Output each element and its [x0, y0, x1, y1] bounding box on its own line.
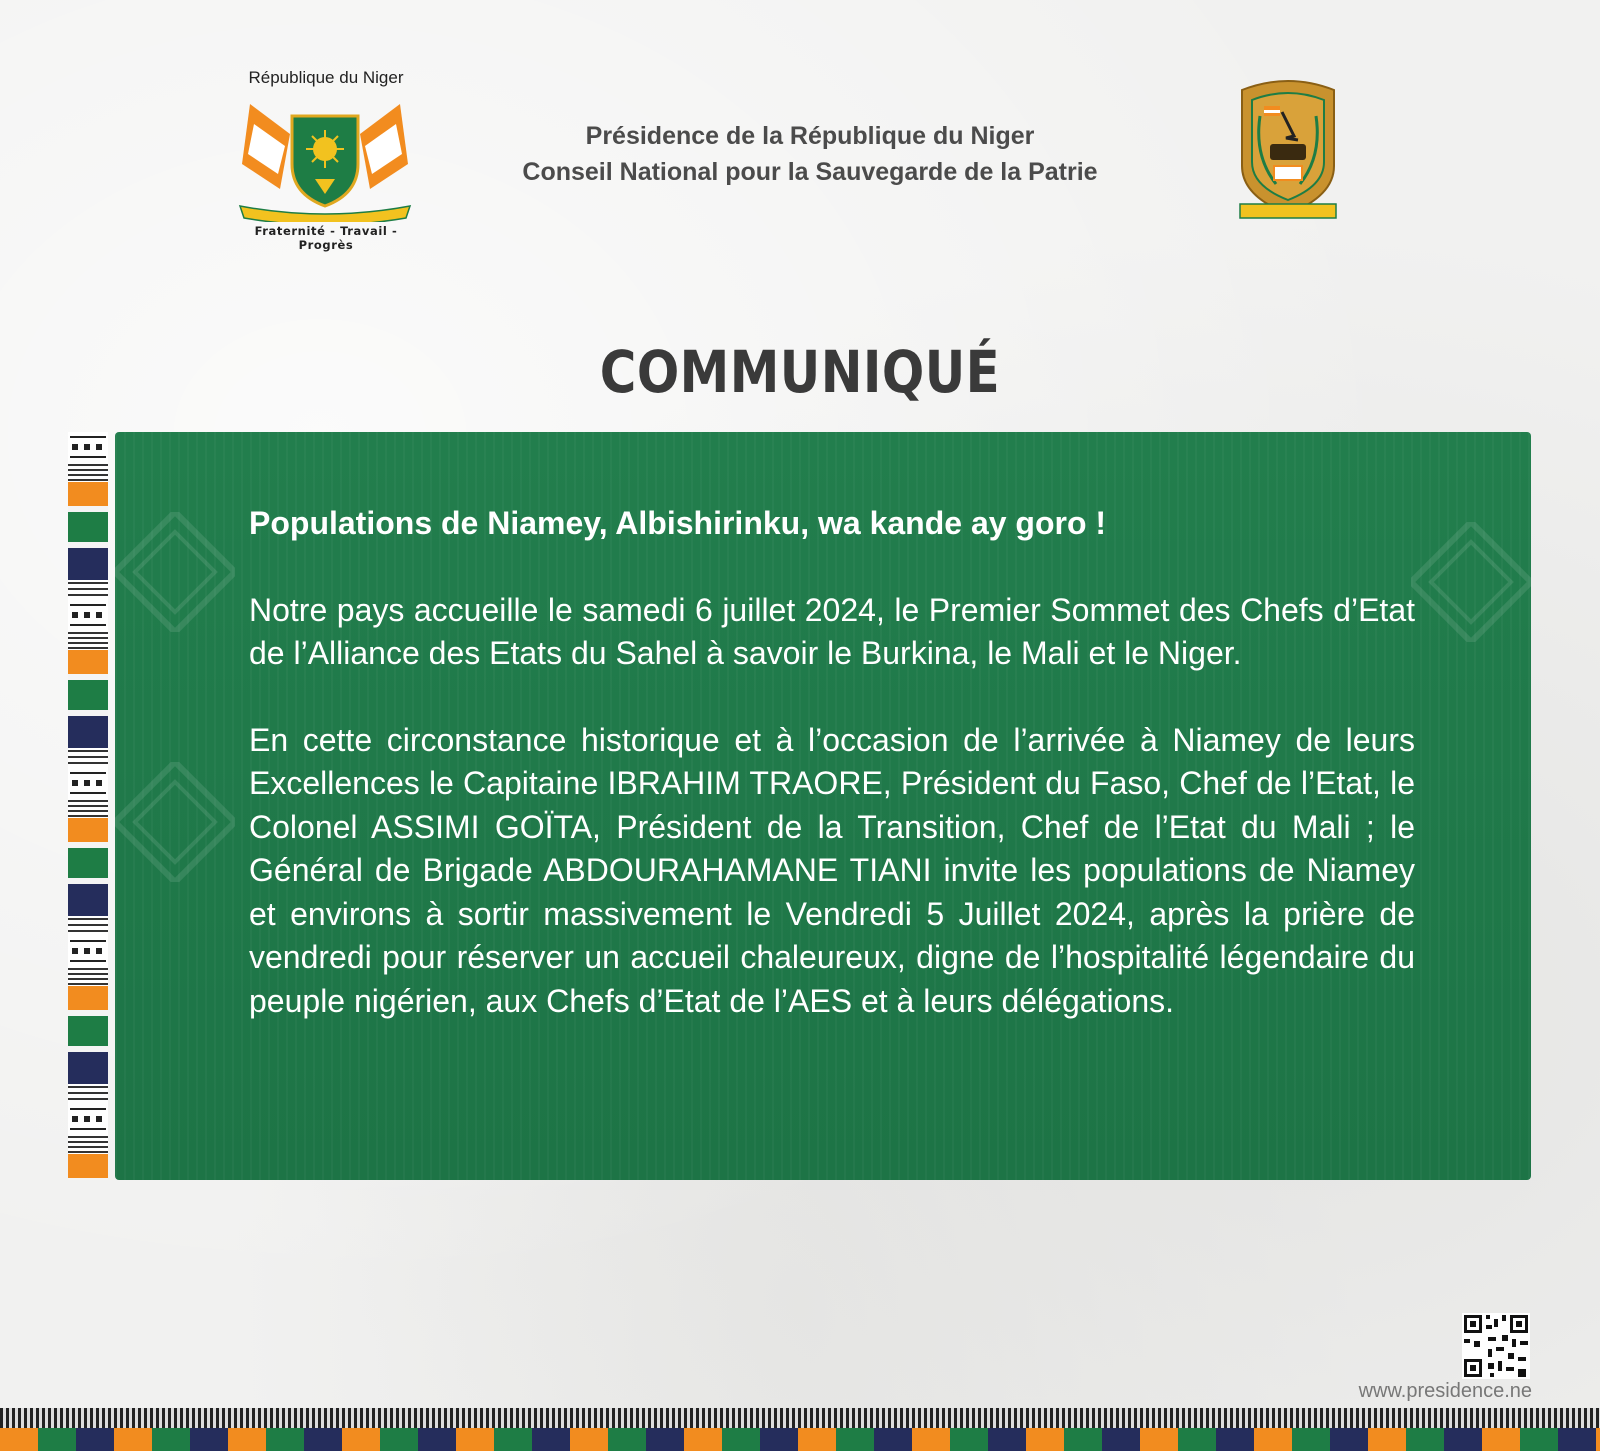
paragraph-2: En cette circonstance historique et à l’occasion de l’arrivée à Niamey de leurs Excellences le Capitaine IBRAHIM TRAORE, Président du Faso, Chef de l’Etat, le Colonel ASSIMI GOÏTA, Président de la Transition, Chef de l’Etat du Mali ; le Général de Brigade ABDOURAHAMANE TIANI invite les populations de Niamey et environs à sortir massivement le Vendredi 5 Juillet 2024, après la prière de vendredi pour réserver un accueil chaleureux, digne de l’hospitalité légendaire du peuple nigérien, aux Chefs d’Etat de l’AES et à leurs délégations. — [249, 721, 1415, 1019]
header-title-block — [480, 118, 1140, 190]
decorative-strip — [68, 432, 108, 1180]
diamond-pattern-icon — [1411, 522, 1531, 642]
republic-label: République du Niger — [248, 68, 404, 87]
diamond-pattern-icon — [115, 762, 235, 882]
page-title: COMMUNIQUÉ — [599, 338, 1001, 406]
cnsp-emblem-icon — [1236, 76, 1340, 224]
qr-code-icon — [1462, 1313, 1530, 1379]
woven-pattern-icon — [68, 432, 108, 1180]
bottom-woven-band — [0, 1408, 1600, 1451]
bottom-band-pattern — [0, 1408, 1600, 1428]
paragraph-1: Notre pays accueille le samedi 6 juillet 2024, le Premier Sommet des Chefs d’Etat de l’Alliance des Etats du Sahel à savoir le Burkina, le Mali et le Niger. — [249, 591, 1415, 671]
communique-panel — [115, 432, 1531, 1180]
cnsp-emblem — [1236, 76, 1340, 229]
diamond-pattern-icon — [115, 512, 235, 632]
niger-coat-of-arms-icon — [230, 94, 420, 222]
communique-body — [249, 502, 1415, 1066]
website-url: www.presidence.ne — [1358, 1380, 1532, 1402]
qr-code — [1462, 1313, 1530, 1384]
presidency-title: Présidence de la République du Niger — [585, 122, 1035, 150]
motto: Fraternité - Travail - Progrès — [254, 224, 398, 252]
council-title: Conseil National pour la Sauvegarde de la Patrie — [522, 158, 1098, 186]
niger-coat-of-arms — [226, 66, 426, 252]
communique-heading: Populations de Niamey, Albishirinku, wa kande ay goro ! — [249, 505, 1107, 541]
